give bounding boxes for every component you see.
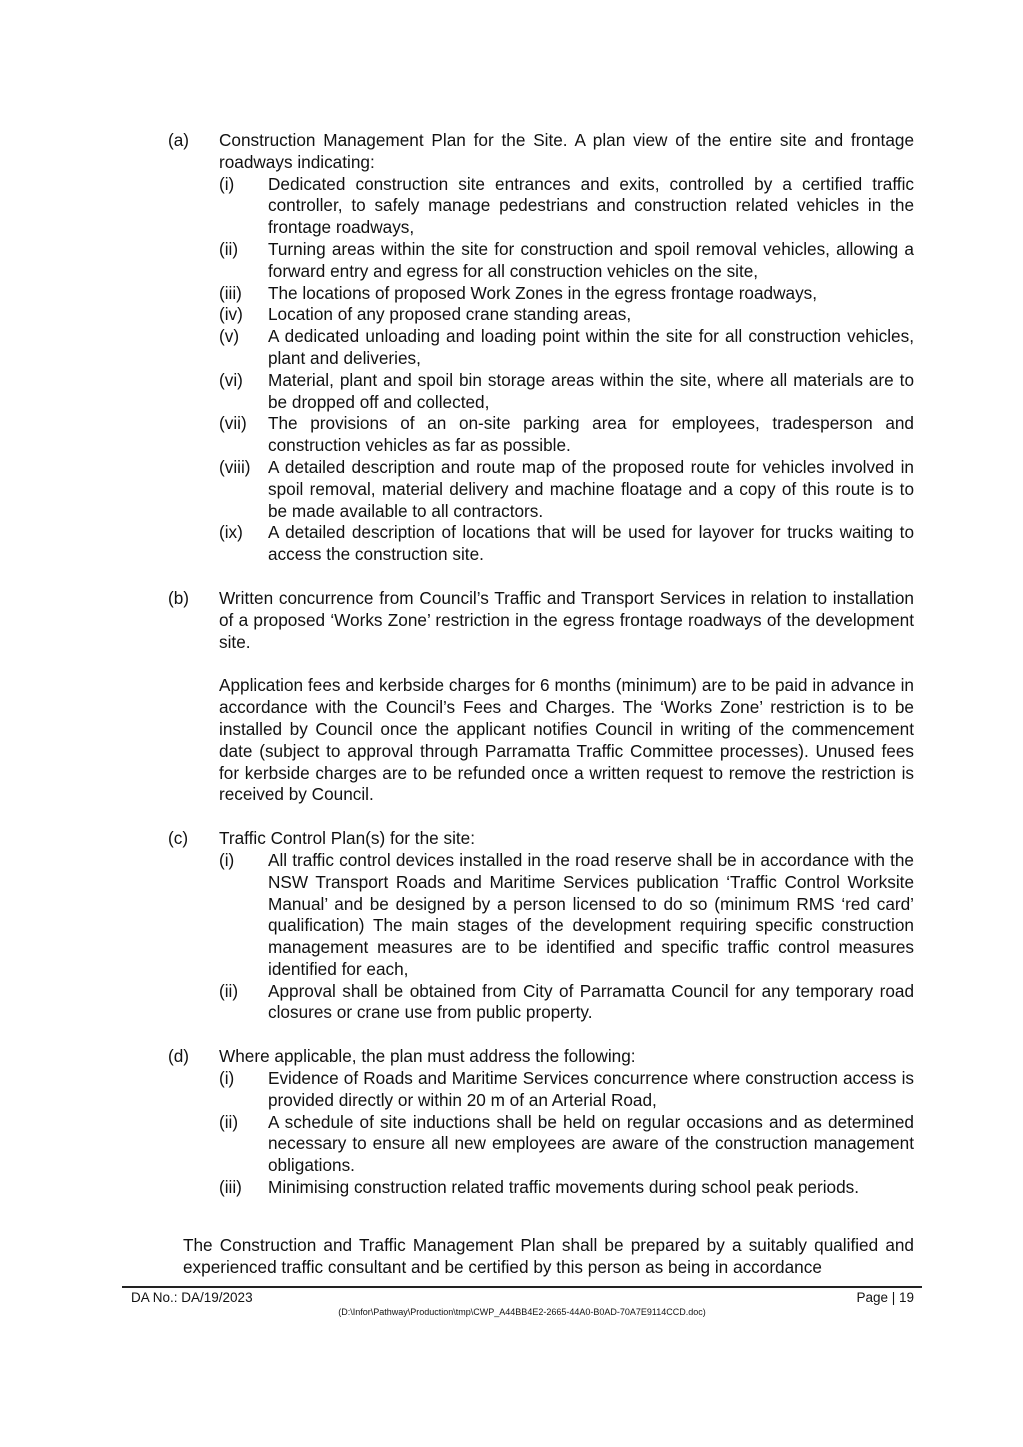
item-intro: Construction Management Plan for the Site. A plan view of the entire site and frontage roadways indicating: — [219, 130, 914, 172]
subitem-label: (i) — [219, 1068, 235, 1089]
item-label: (a) — [168, 130, 190, 150]
subitem-label: (ii) — [219, 1111, 239, 1132]
subitem-label: (i) — [219, 173, 235, 194]
item-body — [219, 1046, 914, 1199]
subitem-label: (viii) — [219, 456, 251, 477]
spacer — [219, 653, 914, 675]
subitem — [219, 1112, 914, 1177]
item-body — [219, 828, 914, 1024]
conditions-list — [168, 130, 914, 1199]
subitem-label: (iii) — [219, 1177, 242, 1198]
subitem-text: Approval shall be obtained from City of Parramatta Council for any temporary road closures or crane use from public property. — [268, 980, 914, 1023]
spacer — [168, 1024, 914, 1046]
item-intro: Where applicable, the plan must address the following: — [219, 1046, 636, 1067]
subitem — [219, 283, 914, 305]
subitem — [219, 326, 914, 370]
subitem — [219, 304, 914, 326]
subitem — [219, 850, 914, 981]
condition-item-c — [168, 828, 914, 1024]
subitem — [219, 1177, 914, 1199]
subitem-label: (ii) — [219, 980, 239, 1001]
subitem-text: The provisions of an on-site parking area for employees, tradesperson and construction vehicles as far as possible. — [268, 413, 914, 456]
subitem-label: (i) — [219, 849, 235, 870]
subitem-text: Minimising construction related traffic movements during school peak periods. — [268, 1177, 860, 1198]
item-intro: Traffic Control Plan(s) for the site: — [219, 828, 475, 849]
footer-page-number: Page | 19 — [856, 1290, 914, 1305]
closing-paragraph: The Construction and Traffic Management Plan shall be prepared by a suitably qualified and experienced traffic consultant and be certified by this person as being in accordance — [183, 1235, 914, 1277]
subitem-label: (iv) — [219, 304, 243, 325]
subitem — [219, 457, 914, 522]
subitem-text: All traffic control devices installed in the road reserve shall be in accordance with the NSW Transport Roads and Maritime Services publication ‘Traffic Control Worksite Manual’ and be designed by a person licensed to do so (minimum RMS ‘red card’ qualification) The main stages of the development requiring specific construction management measures are to be identified and specific traffic control measures identified for each, — [268, 849, 914, 979]
subitem-text: The locations of proposed Work Zones in the egress frontage roadways, — [268, 282, 818, 303]
subitem — [219, 370, 914, 414]
item-body — [219, 588, 914, 806]
item-label: (c) — [168, 828, 189, 849]
subitem-text: Dedicated construction site entrances and exits, controlled by a certified traffic controller, to safely manage pedestrians and construction related vehicles in the frontage roadways, — [268, 173, 914, 238]
subitem — [219, 413, 914, 457]
item-label: (b) — [168, 587, 190, 608]
subitem-text: Material, plant and spoil bin storage areas within the site, where all materials are to be dropped off and collected, — [268, 369, 914, 412]
subitem-label: (vi) — [219, 369, 243, 390]
subitem — [219, 522, 914, 566]
subitem — [219, 239, 914, 283]
condition-item-a — [168, 130, 914, 566]
subitem-label: (iii) — [219, 282, 242, 303]
subitem — [219, 981, 914, 1025]
subitem-text: Location of any proposed crane standing areas, — [268, 304, 632, 325]
condition-item-b — [168, 588, 914, 806]
footer-divider — [122, 1286, 922, 1288]
subitem-text: Evidence of Roads and Maritime Services concurrence where construction access is provided directly or within 20 m of an Arterial Road, — [268, 1068, 914, 1110]
subitem-text: A dedicated unloading and loading point within the site for all construction vehicles, plant and deliveries, — [268, 326, 914, 368]
item-label: (d) — [168, 1046, 190, 1067]
spacer — [168, 806, 914, 828]
spacer — [168, 566, 914, 588]
subitem-label: (v) — [219, 326, 240, 347]
footer-file-path: (D:\Infor\Pathway\Production\tmp\CWP_A44BB4E2-2665-44A0-B0AD-70A7E9114CCD.doc) — [338, 1307, 706, 1317]
subitem — [219, 1068, 914, 1112]
subitem-label: (ii) — [219, 238, 239, 259]
footer-da-number: DA No.: DA/19/2023 — [131, 1290, 253, 1305]
subitem-text: A schedule of site inductions shall be held on regular occasions and as determined necessary to ensure all new employees are aware of the construction management obligations. — [268, 1111, 914, 1176]
subitem-label: (ix) — [219, 522, 243, 543]
subitem-text: A detailed description and route map of the proposed route for vehicles involved in spoil removal, material delivery and machine floatage and a copy of this route is to be made available to all contractors. — [268, 456, 914, 521]
item-paragraph: Application fees and kerbside charges for 6 months (minimum) are to be paid in advance in accordance with the Council’s Fees and Charges. The ‘Works Zone’ restriction is to be installed by Council once the applicant notifies Council in writing of the commencement date (subject to approval through Parramatta Traffic Committee processes). Unused fees for kerbside charges are to be refunded once a written request to remove the restriction is received by Council. — [219, 675, 914, 805]
item-paragraph: Written concurrence from Council’s Traffic and Transport Services in relation to installation of a proposed ‘Works Zone’ restriction in the egress frontage roadways of the development site. — [219, 587, 914, 652]
subitem-label: (vii) — [219, 413, 247, 434]
subitem — [219, 174, 914, 239]
subitem-text: A detailed description of locations that will be used for layover for trucks waiting to access the construction site. — [268, 522, 914, 565]
condition-item-d — [168, 1046, 914, 1199]
subitem-text: Turning areas within the site for construction and spoil removal vehicles, allowing a forward entry and egress for all construction vehicles on the site, — [268, 238, 914, 281]
item-body — [219, 130, 914, 566]
